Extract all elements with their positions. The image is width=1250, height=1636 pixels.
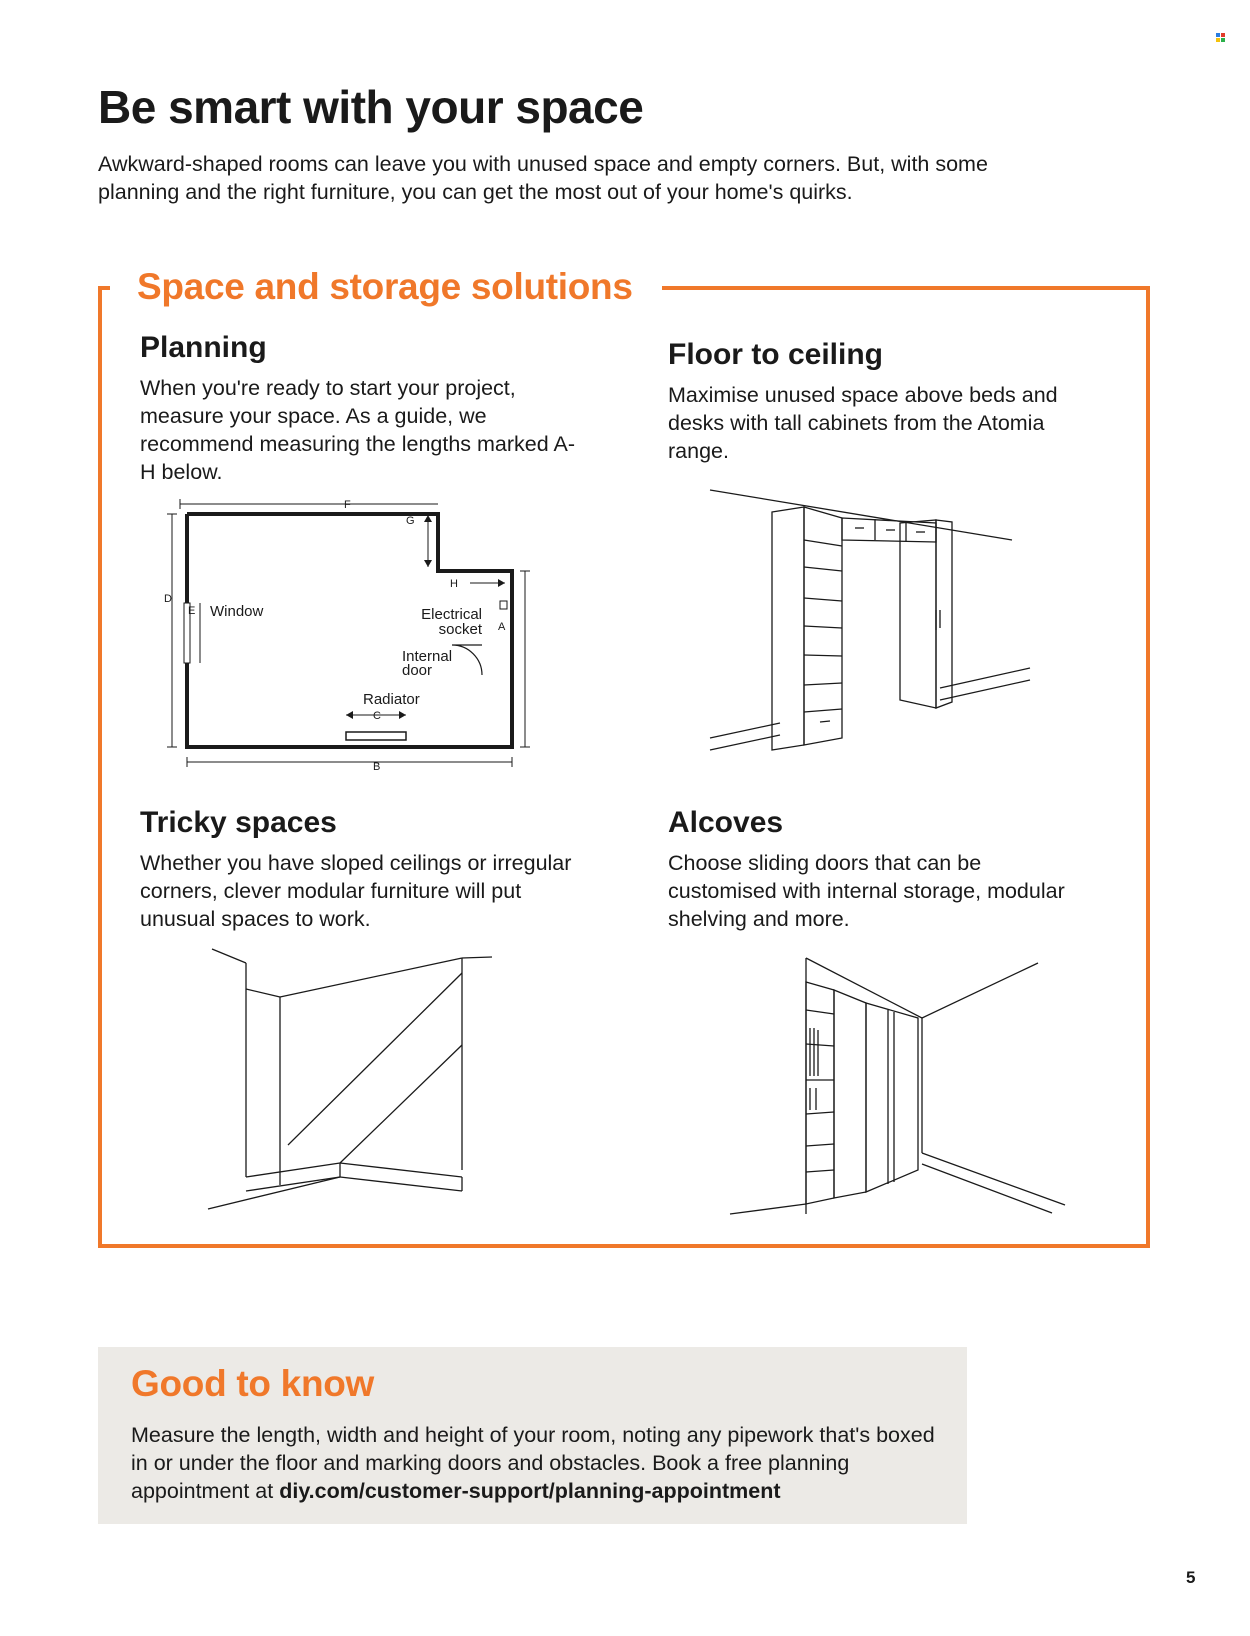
planning-appointment-link[interactable]: diy.com/customer-support/planning-appointment — [279, 1479, 781, 1503]
intro-paragraph: Awkward-shaped rooms can leave you with unused space and empty corners. But, with some planning and the right furniture, you can get the most out of your home's quirks. — [98, 152, 988, 204]
planning-heading: Planning — [140, 331, 267, 364]
label-a: A — [498, 621, 506, 633]
alcoves-text: Choose sliding doors that can be customised with internal storage, modular shelving and more. — [668, 851, 1065, 931]
label-h: H — [450, 578, 458, 590]
tricky-spaces-text: Whether you have sloped ceilings or irregular corners, clever modular furniture will put unusual spaces to work. — [140, 851, 572, 931]
label-radiator: Radiator — [363, 691, 420, 708]
page-number: 5 — [1186, 1568, 1196, 1587]
radiator-mark — [346, 732, 406, 740]
good-to-know-title: Good to know — [131, 1363, 375, 1404]
label-b: B — [373, 761, 381, 773]
floorplan-diagram — [160, 490, 530, 775]
brand-logo-icon — [1216, 33, 1226, 43]
label-c: C — [373, 710, 381, 722]
tall-cabinets-illustration — [700, 480, 1020, 765]
floor-to-ceiling-text: Maximise unused space above beds and desks with tall cabinets from the Atomia range. — [668, 383, 1058, 463]
label-d: D — [164, 593, 172, 605]
good-to-know-text: Measure the length, width and height of your room, noting any pipework that's boxed in or under the floor and marking doors and obstacles. Book a free planning appointment at diy.com/customer-support/planning-appointment — [131, 1423, 935, 1503]
floor-to-ceiling-heading: Floor to ceiling — [668, 338, 883, 371]
planning-text: When you're ready to start your project, measure your space. As a guide, we recommend measuring the lengths marked A-H below. — [140, 376, 575, 484]
socket-mark — [500, 601, 507, 609]
label-g: G — [406, 515, 415, 527]
label-socket-2: socket — [438, 621, 482, 638]
label-f: F — [344, 499, 351, 511]
door-swing — [452, 645, 482, 675]
alcoves-heading: Alcoves — [668, 806, 784, 839]
label-door-2: door — [402, 662, 433, 679]
label-socket-1: Electrical — [421, 606, 482, 623]
section-title: Space and storage solutions — [137, 266, 633, 307]
alcove-sliding-doors-illustration — [730, 958, 1070, 1220]
label-e: E — [188, 605, 196, 617]
tricky-spaces-heading: Tricky spaces — [140, 806, 337, 839]
label-window: Window — [210, 603, 264, 620]
sloped-ceiling-illustration — [200, 945, 500, 1215]
label-door-1: Internal — [402, 648, 453, 665]
page-title: Be smart with your space — [98, 81, 644, 133]
